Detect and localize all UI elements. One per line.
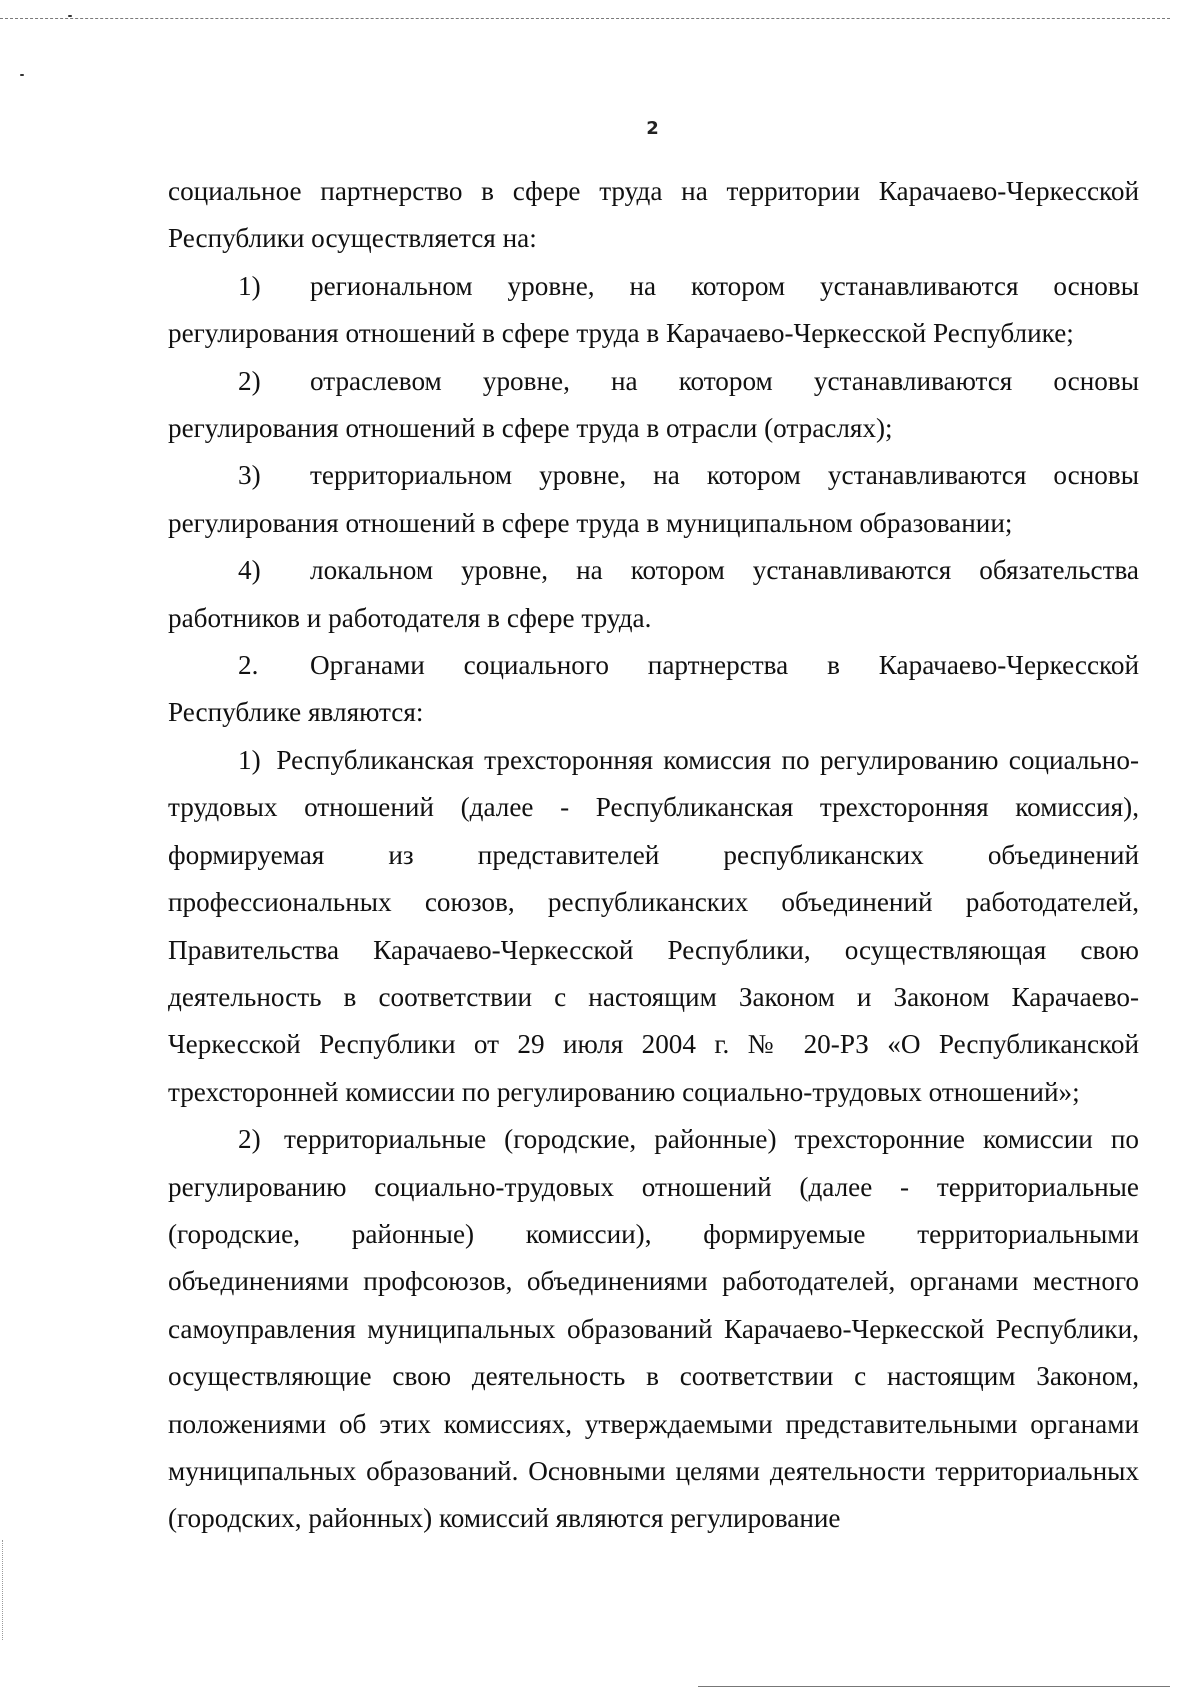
- list-marker: 1): [238, 744, 261, 775]
- page-number: 2: [646, 118, 659, 139]
- list-item-level-sectoral: [168, 358, 1139, 453]
- paragraph-text: Республиканская трехсторонняя комиссия по регулированию социально-трудовых отношений (далее - Республиканская трехсторонняя комиссия), формируемая из представителей республиканских объединений профессиональных союзов, республиканских объединений работодателей, Правительства Карачаево-Черкесской Республики, осуществляющая свою деятельность в соответствии с настоящим Законом и Законом Карачаево-Черкесской Республики от 29 июля 2004 г. № 20-РЗ «О Республиканской трехсторонней комиссии по регулированию социально-трудовых отношений»;: [168, 744, 1139, 1107]
- scan-speck: [20, 74, 24, 76]
- list-item-level-local: [168, 547, 1139, 642]
- scan-bottom-border: [698, 1686, 1170, 1687]
- section-marker: 2.: [238, 650, 259, 681]
- paragraph-text: локальном уровне, на котором устанавливаются обязательства работников и работодателя в сфере труда.: [168, 555, 1139, 633]
- list-marker: 2): [238, 1124, 261, 1155]
- list-item-level-territorial: [168, 452, 1139, 547]
- scan-speck: [68, 15, 72, 17]
- list-marker: 3): [238, 460, 261, 491]
- paragraph-text: территориальном уровне, на котором устанавливаются основы регулирования отношений в сфере труда в муниципальном образовании;: [168, 460, 1139, 538]
- section-2-paragraph: [168, 642, 1139, 737]
- list-item-republican-commission: [168, 737, 1139, 1116]
- list-marker: 4): [238, 555, 261, 586]
- paragraph-text: отраслевом уровне, на котором устанавливаются основы регулирования отношений в сфере труда в отрасли (отраслях);: [168, 365, 1139, 444]
- list-item-territorial-commissions: [168, 1116, 1139, 1543]
- paragraph-text: региональном уровне, на котором устанавливаются основы регулирования отношений в сфере труда в Карачаево-Черкесской Республике;: [168, 270, 1139, 349]
- list-item-level-regional: [168, 263, 1139, 358]
- scan-left-edge: [2, 1540, 3, 1640]
- paragraph-text: Органами социального партнерства в Карачаево-Черкесской Республике являются:: [168, 650, 1139, 728]
- paragraph-intro: [168, 168, 1139, 263]
- paragraph-text: социальное партнерство в сфере труда на территории Карачаево-Черкесской Республики осуществляется на:: [168, 176, 1139, 254]
- list-marker: 2): [238, 365, 261, 396]
- document-body: [168, 168, 1139, 1543]
- scan-top-border: [0, 18, 1170, 19]
- paragraph-text: территориальные (городские, районные) трехсторонние комиссии по регулированию социально-трудовых отношений (далее - территориальные (городские, районные) комиссии), формируемые территориальными объединениями профсоюзов, объединениями работодателей, органами местного самоуправления муниципальных образований Карачаево-Черкесской Республики, осуществляющие свою деятельность в соответствии с настоящим Законом, положениями об этих комиссиях, утверждаемыми представительными органами муниципальных образований. Основными целями деятельности территориальных (городских, районных) комиссий являются регулирование: [168, 1124, 1140, 1534]
- list-marker: 1): [238, 270, 261, 301]
